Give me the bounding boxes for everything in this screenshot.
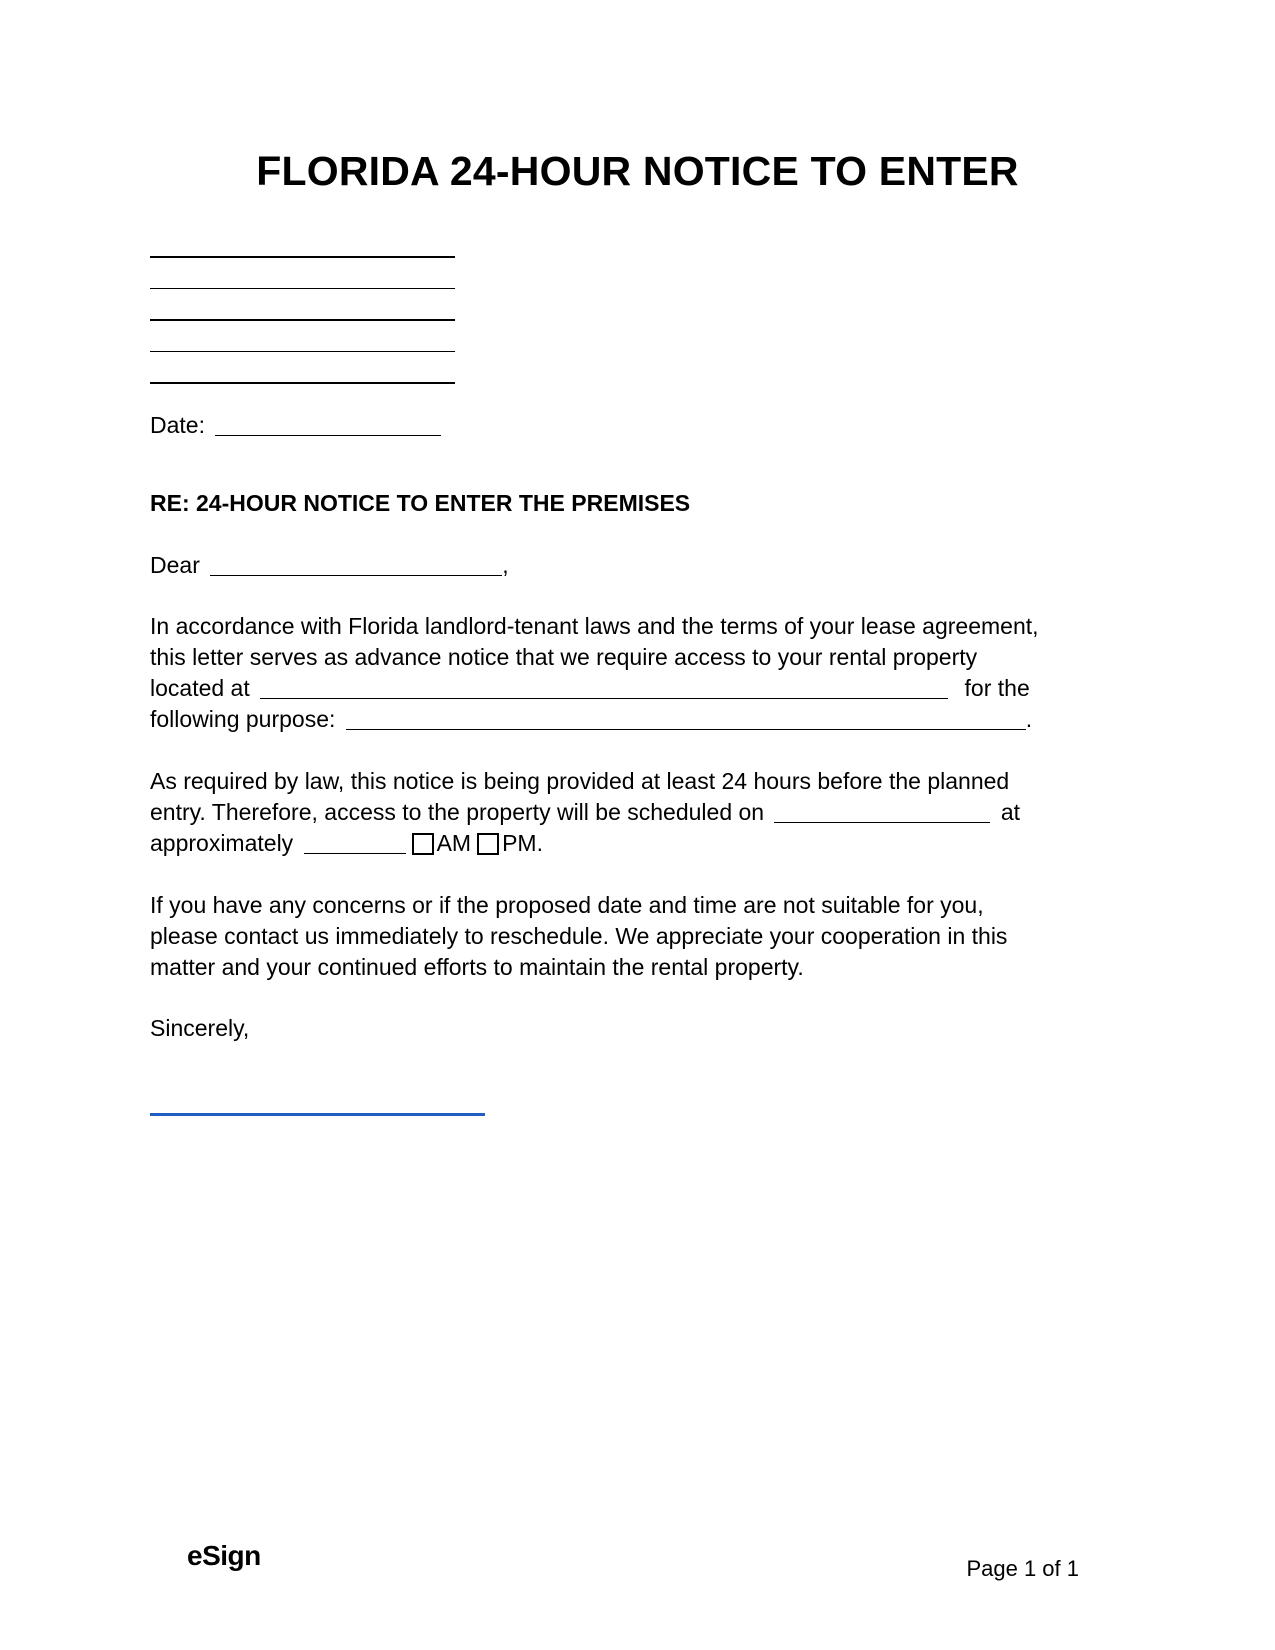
for-the-label: for the (964, 675, 1030, 701)
paragraph-line: As required by law, this notice is being provided at least 24 hours before the planned (150, 768, 1010, 794)
address-line[interactable] (150, 319, 455, 321)
address-block (150, 256, 455, 414)
pm-checkbox[interactable] (477, 833, 499, 855)
paragraph-2 (150, 766, 1020, 859)
page-number: Page 1 of 1 (966, 1556, 1079, 1581)
am-checkbox[interactable] (412, 833, 434, 855)
at-label: at (1000, 799, 1021, 825)
date-row (150, 410, 441, 441)
paragraph-line (150, 797, 1020, 828)
paragraph-line: If you have any concerns or if the proposed date and time are not suitable for you, (150, 892, 984, 918)
paragraph-line: this letter serves as advance notice that we require access to your rental property (150, 644, 978, 670)
dear-suffix: , (502, 552, 509, 578)
esign-logo: eSign (187, 1540, 261, 1571)
recipient-name-field[interactable] (210, 552, 502, 576)
scheduled-on-label: entry. Therefore, access to the property will be scheduled on (150, 799, 765, 825)
entry-date-field[interactable] (774, 799, 990, 823)
paragraph-line (150, 828, 1020, 859)
paragraph-line: In accordance with Florida landlord-tenant laws and the terms of your lease agreement, (150, 613, 1039, 639)
closing: Sincerely, (150, 1015, 250, 1041)
purpose-label: following purpose: (150, 706, 336, 732)
am-label: AM (436, 830, 472, 856)
approximately-label: approximately (150, 830, 294, 856)
paragraph-1 (150, 611, 1039, 735)
re-line: RE: 24-HOUR NOTICE TO ENTER THE PREMISES (150, 490, 691, 516)
document-title: FLORIDA 24-HOUR NOTICE TO ENTER (256, 148, 1019, 194)
address-line[interactable] (150, 288, 455, 290)
dear-label: Dear (150, 552, 200, 578)
purpose-suffix: . (1025, 706, 1033, 732)
paragraph-line: please contact us immediately to reschedule. We appreciate your cooperation in this (150, 923, 1008, 949)
entry-time-field[interactable] (304, 830, 406, 854)
located-at-label: located at (150, 675, 250, 701)
address-line[interactable] (150, 351, 455, 353)
signature-line[interactable] (150, 1113, 485, 1116)
paragraph-line (150, 704, 1039, 735)
paragraph-3 (150, 890, 1007, 983)
purpose-field[interactable] (346, 706, 1026, 730)
pm-label: PM. (502, 830, 543, 856)
date-field[interactable] (215, 412, 441, 436)
property-address-field[interactable] (260, 675, 948, 699)
address-line[interactable] (150, 382, 455, 384)
address-line[interactable] (150, 256, 455, 258)
date-label: Date: (150, 412, 205, 438)
salutation-row (150, 550, 509, 581)
paragraph-line (150, 673, 1039, 704)
paragraph-line: matter and your continued efforts to maintain the rental property. (150, 954, 804, 980)
